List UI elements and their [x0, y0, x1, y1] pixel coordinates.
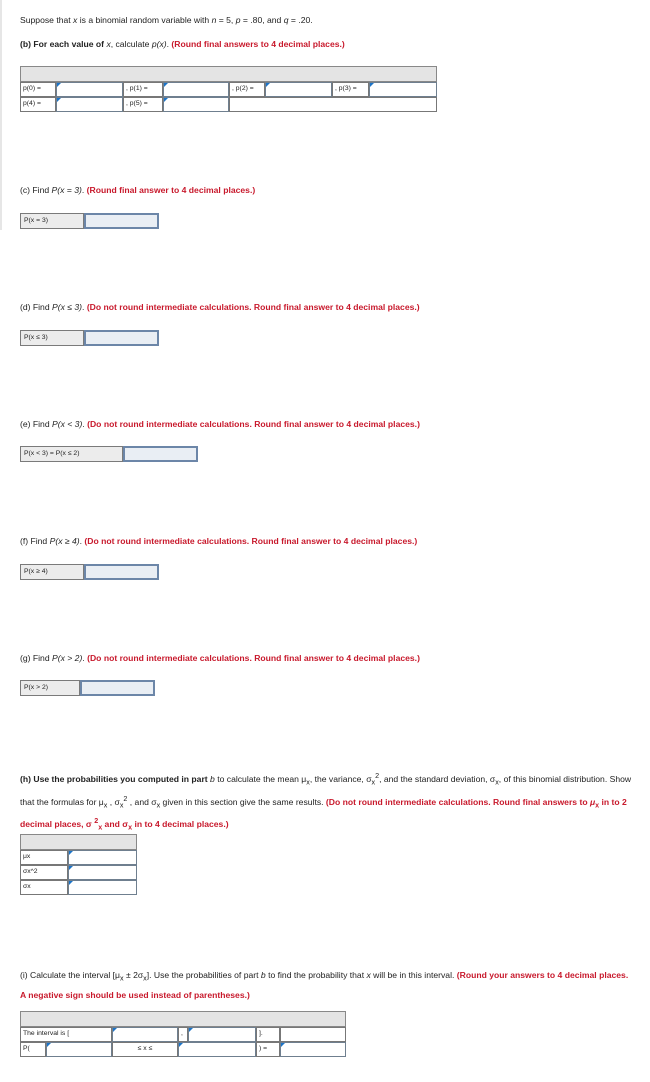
interval-comma: , — [178, 1027, 188, 1042]
p2-label: , p(2) = — [229, 82, 265, 97]
part-i-table-header — [20, 1011, 346, 1027]
part-b-table-header — [20, 66, 437, 82]
p5-input[interactable] — [163, 97, 229, 112]
p1-label: , p(1) = — [123, 82, 163, 97]
part-d-input[interactable] — [84, 330, 159, 346]
interval-upper-input[interactable] — [188, 1027, 256, 1042]
part-e-input[interactable] — [123, 446, 198, 462]
interval-lower-input[interactable] — [112, 1027, 178, 1042]
p2-input[interactable] — [265, 82, 332, 97]
part-g-label: P(x > 2) — [20, 680, 80, 696]
sigma-x-input[interactable] — [68, 880, 137, 895]
left-edge-bar — [0, 0, 2, 230]
part-i-question: (i) Calculate the interval $[\mu_x \pm 2\sigma_x]$. Use the probabilities of part b to find the probability that x will be in this interval. (Round your answers to 4 decimal places. A negative sign should be used instead of parentheses.) — [20, 970, 629, 1000]
interval-close: ]. — [256, 1027, 280, 1042]
prob-lower-input[interactable] — [46, 1042, 112, 1057]
part-g-question: (g) Find P(x > 2). (Do not round intermediate calculations. Round final answer to 4 decimal places.) — [20, 653, 420, 663]
part-d-label: P(x ≤ 3) — [20, 330, 84, 346]
p4-label: p(4) = — [20, 97, 56, 112]
prob-leq-label: ≤ x ≤ — [112, 1042, 178, 1057]
mu-x-label: μx — [20, 850, 68, 865]
part-h-question: (h) Use the probabilities you computed in part b to calculate the mean $\mu_x$, the variance, $\sigma_x^2$, and the standard deviation, $\sigma_x$, of this binomial distribution. Show that the formulas for $\mu_x$ , $\sigma_x^2$ , and $\sigma_x$ given in this section give the same results. (Do not round intermediate calculations. Round final answers to $\mu_x$ in to 2 decimal places, σ $^2_x$ and $\sigma_x$ in to 4 decimal places.) — [20, 772, 632, 832]
mu-x-input[interactable] — [68, 850, 137, 865]
variance-input[interactable] — [68, 865, 137, 880]
p3-input[interactable] — [369, 82, 437, 97]
p0-input[interactable] — [56, 82, 123, 97]
part-c-input[interactable] — [84, 213, 159, 229]
part-c-label: P(x = 3) — [20, 213, 84, 229]
prob-upper-input[interactable] — [178, 1042, 256, 1057]
part-f-label: P(x ≥ 4) — [20, 564, 84, 580]
part-d-question: (d) Find P(x ≤ 3). (Do not round intermediate calculations. Round final answer to 4 decimal places.) — [20, 302, 420, 312]
part-c-question: (c) Find P(x = 3). (Round final answer to 4 decimal places.) — [20, 185, 256, 195]
part-e-question: (e) Find P(x < 3). (Do not round intermediate calculations. Round final answer to 4 decimal places.) — [20, 419, 420, 429]
variance-label: σx^2 — [20, 865, 68, 880]
p4-input[interactable] — [56, 97, 123, 112]
part-g-input[interactable] — [80, 680, 155, 696]
interval-empty-cell — [280, 1027, 346, 1042]
part-f-input[interactable] — [84, 564, 159, 580]
prob-open-label: P( — [20, 1042, 46, 1057]
p3-label: , p(3) = — [332, 82, 369, 97]
p1-input[interactable] — [163, 82, 229, 97]
interval-label: The interval is [ — [20, 1027, 112, 1042]
prob-eq-label: ) = — [256, 1042, 280, 1057]
part-e-label: P(x < 3) = P(x ≤ 2) — [20, 446, 123, 462]
part-f-question: (f) Find P(x ≥ 4). (Do not round intermediate calculations. Round final answer to 4 decimal places.) — [20, 536, 418, 546]
prob-answer-input[interactable] — [280, 1042, 346, 1057]
part-b-empty-cell — [229, 97, 437, 112]
part-b-question: (b) For each value of x, calculate p(x). (Round final answers to 4 decimal places.) — [20, 39, 345, 49]
p5-label: , p(5) = — [123, 97, 163, 112]
intro-text: Suppose that x is a binomial random variable with n = 5, p = .80, and q = .20. — [20, 15, 313, 25]
p0-label: p(0) = — [20, 82, 56, 97]
sigma-x-label: σx — [20, 880, 68, 895]
part-h-table-header — [20, 834, 137, 850]
